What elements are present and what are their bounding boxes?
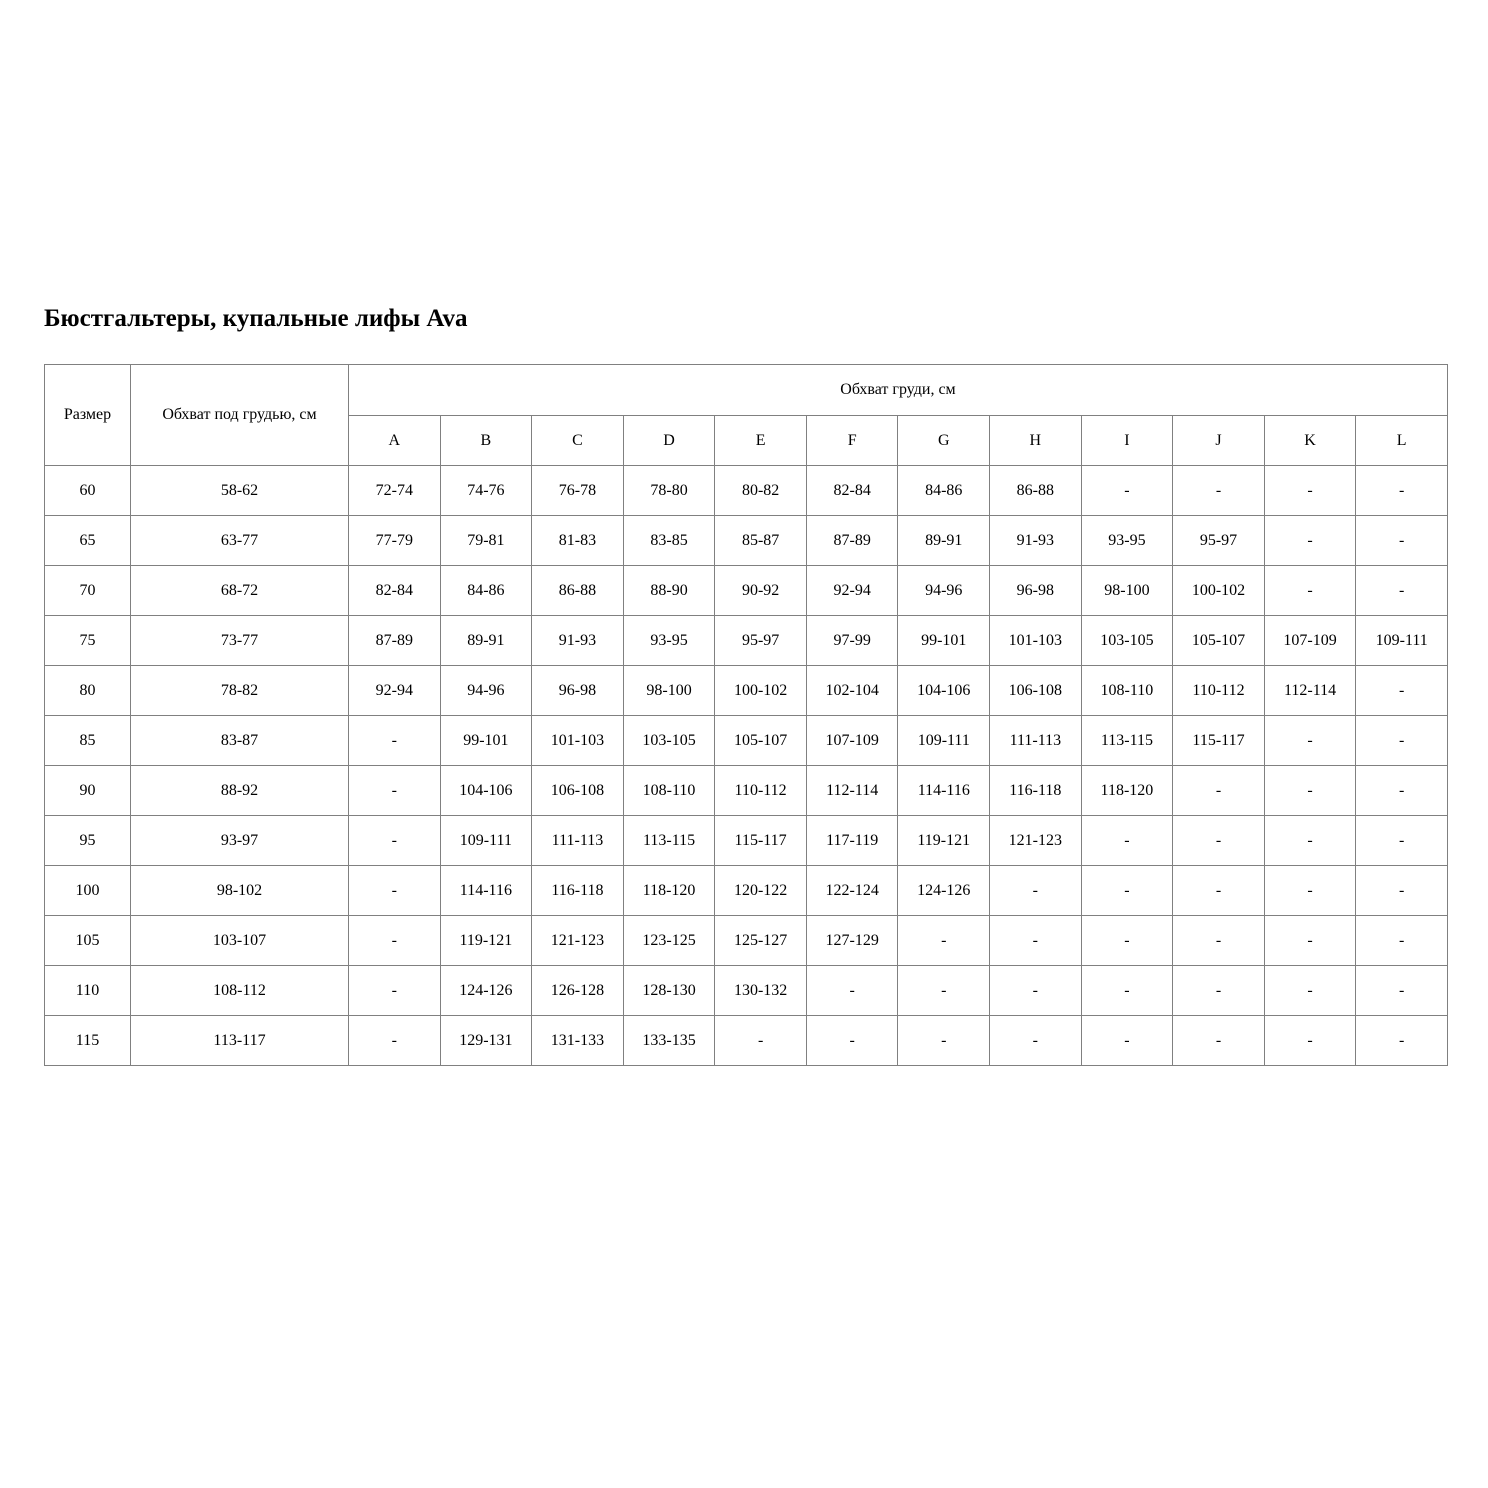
page-title: Бюстгальтеры, купальные лифы Ava (44, 305, 468, 332)
cell-cup-g: 114-116 (898, 766, 990, 816)
header-bust-group: Обхват груди, см (349, 365, 1448, 416)
cell-cup-l: - (1356, 866, 1448, 916)
cell-cup-c: 116-118 (532, 866, 624, 916)
cell-cup-e: 120-122 (715, 866, 807, 916)
cell-cup-f: 92-94 (806, 566, 898, 616)
cell-cup-e: 125-127 (715, 916, 807, 966)
cell-cup-d: 118-120 (623, 866, 715, 916)
cell-cup-f: - (806, 966, 898, 1016)
cell-cup-j: - (1173, 866, 1265, 916)
cell-underbust: 58-62 (131, 466, 349, 516)
cell-cup-a: - (349, 916, 441, 966)
cell-cup-a: 82-84 (349, 566, 441, 616)
cell-cup-d: 113-115 (623, 816, 715, 866)
cell-size: 100 (45, 866, 131, 916)
cell-cup-d: 128-130 (623, 966, 715, 1016)
group-header-row (45, 365, 1448, 416)
cell-cup-j: 110-112 (1173, 666, 1265, 716)
cell-cup-b: 74-76 (440, 466, 532, 516)
cell-cup-k: 112-114 (1264, 666, 1356, 716)
cell-size: 110 (45, 966, 131, 1016)
cell-cup-j: 100-102 (1173, 566, 1265, 616)
cell-cup-j: - (1173, 966, 1265, 1016)
table-row (45, 916, 1448, 966)
cell-size: 60 (45, 466, 131, 516)
cell-cup-f: - (806, 1016, 898, 1066)
header-cup-h: H (990, 416, 1082, 466)
table-row (45, 566, 1448, 616)
cell-size: 65 (45, 516, 131, 566)
cell-cup-l: - (1356, 766, 1448, 816)
header-cup-i: I (1081, 416, 1173, 466)
cell-cup-b: 84-86 (440, 566, 532, 616)
cell-underbust: 103-107 (131, 916, 349, 966)
cell-cup-a: 87-89 (349, 616, 441, 666)
header-cup-b: B (440, 416, 532, 466)
size-chart-table (44, 364, 1448, 1066)
cell-cup-i: 113-115 (1081, 716, 1173, 766)
cell-underbust: 93-97 (131, 816, 349, 866)
cell-cup-g: 124-126 (898, 866, 990, 916)
table-row (45, 766, 1448, 816)
cell-cup-h: 111-113 (990, 716, 1082, 766)
header-cup-f: F (806, 416, 898, 466)
cell-size: 115 (45, 1016, 131, 1066)
cell-cup-e: 80-82 (715, 466, 807, 516)
cell-cup-c: 106-108 (532, 766, 624, 816)
cell-cup-b: 89-91 (440, 616, 532, 666)
cell-cup-a: - (349, 766, 441, 816)
cell-cup-l: - (1356, 1016, 1448, 1066)
cell-cup-l: - (1356, 566, 1448, 616)
cell-cup-c: 81-83 (532, 516, 624, 566)
cell-cup-h: - (990, 966, 1082, 1016)
header-cup-k: K (1264, 416, 1356, 466)
header-cup-d: D (623, 416, 715, 466)
cell-cup-d: 133-135 (623, 1016, 715, 1066)
table-header (45, 365, 1448, 466)
cell-cup-a: - (349, 1016, 441, 1066)
cell-cup-k: - (1264, 766, 1356, 816)
cell-cup-i: 118-120 (1081, 766, 1173, 816)
table-row (45, 666, 1448, 716)
cell-cup-f: 122-124 (806, 866, 898, 916)
cell-cup-j: - (1173, 1016, 1265, 1066)
cell-cup-a: - (349, 866, 441, 916)
cell-cup-c: 126-128 (532, 966, 624, 1016)
cell-cup-j: 95-97 (1173, 516, 1265, 566)
header-cup-e: E (715, 416, 807, 466)
cell-cup-l: - (1356, 716, 1448, 766)
cell-cup-h: 121-123 (990, 816, 1082, 866)
table-row (45, 866, 1448, 916)
cell-cup-b: 129-131 (440, 1016, 532, 1066)
cell-cup-h: 96-98 (990, 566, 1082, 616)
cell-underbust: 98-102 (131, 866, 349, 916)
cell-cup-i: - (1081, 916, 1173, 966)
cell-cup-b: 104-106 (440, 766, 532, 816)
cell-cup-d: 88-90 (623, 566, 715, 616)
cell-cup-c: 96-98 (532, 666, 624, 716)
cell-cup-a: - (349, 716, 441, 766)
cell-cup-e: 105-107 (715, 716, 807, 766)
cell-cup-h: 101-103 (990, 616, 1082, 666)
cell-cup-f: 107-109 (806, 716, 898, 766)
cell-size: 95 (45, 816, 131, 866)
cell-cup-h: 106-108 (990, 666, 1082, 716)
cell-cup-h: 116-118 (990, 766, 1082, 816)
cell-cup-j: 115-117 (1173, 716, 1265, 766)
cell-cup-l: - (1356, 466, 1448, 516)
cell-underbust: 73-77 (131, 616, 349, 666)
cell-cup-i: - (1081, 816, 1173, 866)
header-cup-l: L (1356, 416, 1448, 466)
header-cup-a: A (349, 416, 441, 466)
cell-cup-e: 115-117 (715, 816, 807, 866)
cell-cup-l: - (1356, 966, 1448, 1016)
cell-cup-j: - (1173, 466, 1265, 516)
cell-cup-k: - (1264, 816, 1356, 866)
cell-size: 80 (45, 666, 131, 716)
header-underbust: Обхват под грудью, см (131, 365, 349, 466)
cell-cup-g: - (898, 966, 990, 1016)
cell-cup-b: 114-116 (440, 866, 532, 916)
cell-cup-d: 83-85 (623, 516, 715, 566)
cell-size: 70 (45, 566, 131, 616)
cell-cup-k: 107-109 (1264, 616, 1356, 666)
cell-cup-g: 94-96 (898, 566, 990, 616)
cell-cup-k: - (1264, 966, 1356, 1016)
cell-cup-d: 123-125 (623, 916, 715, 966)
cell-cup-b: 124-126 (440, 966, 532, 1016)
cell-cup-g: 99-101 (898, 616, 990, 666)
cell-cup-c: 131-133 (532, 1016, 624, 1066)
cell-underbust: 63-77 (131, 516, 349, 566)
cell-cup-a: - (349, 816, 441, 866)
cell-underbust: 108-112 (131, 966, 349, 1016)
table-row (45, 516, 1448, 566)
cell-cup-a: 92-94 (349, 666, 441, 716)
cell-cup-g: 89-91 (898, 516, 990, 566)
cell-cup-f: 117-119 (806, 816, 898, 866)
cell-cup-e: 110-112 (715, 766, 807, 816)
cell-cup-h: 91-93 (990, 516, 1082, 566)
cell-cup-c: 91-93 (532, 616, 624, 666)
cell-cup-c: 76-78 (532, 466, 624, 516)
cell-cup-e: 130-132 (715, 966, 807, 1016)
cell-cup-a: - (349, 966, 441, 1016)
cell-cup-g: 109-111 (898, 716, 990, 766)
header-cup-g: G (898, 416, 990, 466)
cell-cup-i: - (1081, 1016, 1173, 1066)
cell-cup-b: 99-101 (440, 716, 532, 766)
table-body (45, 466, 1448, 1066)
cell-cup-l: - (1356, 816, 1448, 866)
cell-cup-k: - (1264, 916, 1356, 966)
cell-cup-e: 85-87 (715, 516, 807, 566)
cell-cup-i: 98-100 (1081, 566, 1173, 616)
cell-cup-g: 104-106 (898, 666, 990, 716)
table-row (45, 466, 1448, 516)
table-row (45, 616, 1448, 666)
cell-cup-d: 108-110 (623, 766, 715, 816)
cell-cup-j: - (1173, 916, 1265, 966)
cell-cup-k: - (1264, 516, 1356, 566)
cell-cup-j: - (1173, 766, 1265, 816)
cell-cup-f: 102-104 (806, 666, 898, 716)
cell-cup-i: - (1081, 466, 1173, 516)
cell-cup-h: - (990, 866, 1082, 916)
table-row (45, 816, 1448, 866)
cell-cup-g: 119-121 (898, 816, 990, 866)
cell-cup-a: 72-74 (349, 466, 441, 516)
cell-cup-c: 121-123 (532, 916, 624, 966)
cell-cup-h: - (990, 916, 1082, 966)
cell-cup-l: - (1356, 516, 1448, 566)
cell-cup-g: - (898, 1016, 990, 1066)
cell-cup-h: 86-88 (990, 466, 1082, 516)
cell-cup-h: - (990, 1016, 1082, 1066)
cell-underbust: 83-87 (131, 716, 349, 766)
cell-cup-i: 103-105 (1081, 616, 1173, 666)
cell-underbust: 88-92 (131, 766, 349, 816)
table-row (45, 716, 1448, 766)
cell-size: 90 (45, 766, 131, 816)
cell-cup-k: - (1264, 466, 1356, 516)
cell-cup-i: - (1081, 866, 1173, 916)
cell-cup-d: 78-80 (623, 466, 715, 516)
cell-underbust: 68-72 (131, 566, 349, 616)
cell-cup-k: - (1264, 866, 1356, 916)
cell-cup-g: 84-86 (898, 466, 990, 516)
cell-cup-k: - (1264, 716, 1356, 766)
cell-size: 105 (45, 916, 131, 966)
table-row (45, 1016, 1448, 1066)
table-row (45, 966, 1448, 1016)
cell-cup-a: 77-79 (349, 516, 441, 566)
cell-cup-f: 112-114 (806, 766, 898, 816)
cell-cup-e: 100-102 (715, 666, 807, 716)
cell-cup-k: - (1264, 1016, 1356, 1066)
cell-size: 75 (45, 616, 131, 666)
header-cup-c: C (532, 416, 624, 466)
cell-cup-b: 79-81 (440, 516, 532, 566)
cell-size: 85 (45, 716, 131, 766)
cell-cup-f: 97-99 (806, 616, 898, 666)
cell-cup-l: 109-111 (1356, 616, 1448, 666)
cell-underbust: 113-117 (131, 1016, 349, 1066)
cell-cup-i: 108-110 (1081, 666, 1173, 716)
cell-cup-g: - (898, 916, 990, 966)
cell-cup-f: 127-129 (806, 916, 898, 966)
cell-cup-b: 119-121 (440, 916, 532, 966)
cell-cup-c: 86-88 (532, 566, 624, 616)
header-cup-j: J (1173, 416, 1265, 466)
cell-cup-l: - (1356, 916, 1448, 966)
cell-cup-d: 103-105 (623, 716, 715, 766)
cell-cup-c: 111-113 (532, 816, 624, 866)
cell-cup-l: - (1356, 666, 1448, 716)
cell-cup-i: - (1081, 966, 1173, 1016)
cell-cup-f: 82-84 (806, 466, 898, 516)
cell-cup-j: 105-107 (1173, 616, 1265, 666)
cell-underbust: 78-82 (131, 666, 349, 716)
cell-cup-d: 98-100 (623, 666, 715, 716)
cell-cup-i: 93-95 (1081, 516, 1173, 566)
cell-cup-f: 87-89 (806, 516, 898, 566)
cell-cup-c: 101-103 (532, 716, 624, 766)
cell-cup-b: 94-96 (440, 666, 532, 716)
cell-cup-e: - (715, 1016, 807, 1066)
cell-cup-j: - (1173, 816, 1265, 866)
cell-cup-e: 90-92 (715, 566, 807, 616)
cell-cup-k: - (1264, 566, 1356, 616)
header-size: Размер (45, 365, 131, 466)
cell-cup-e: 95-97 (715, 616, 807, 666)
cell-cup-b: 109-111 (440, 816, 532, 866)
cell-cup-d: 93-95 (623, 616, 715, 666)
